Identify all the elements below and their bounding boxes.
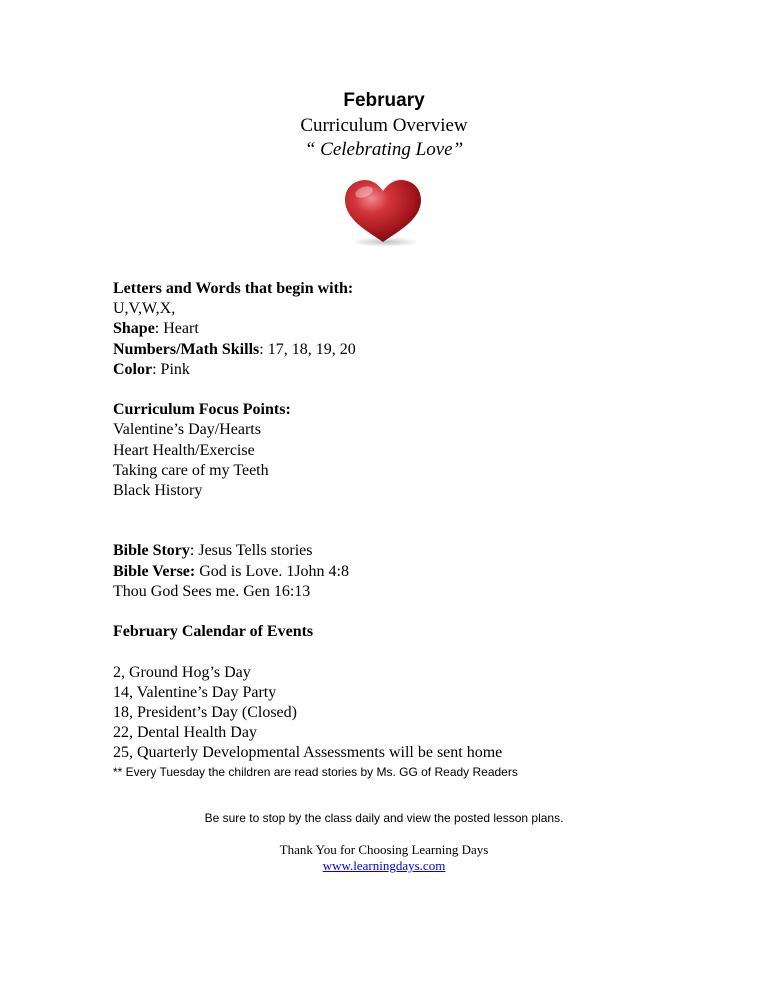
focus-heading: Curriculum Focus Points: [113,401,291,419]
letters-list: U,V,W,X, [113,300,176,318]
list-item: Valentine’s Day/Hearts [113,421,261,439]
curriculum-body [113,279,753,780]
list-item: 14, Valentine’s Day Party [113,683,277,701]
list-item: 22, Dental Health Day [113,724,257,742]
list-item: 2, Ground Hog’s Day [113,663,251,681]
website-container [0,858,768,874]
letters-heading: Letters and Words that begin with: [113,280,354,297]
heart-icon [339,176,427,248]
shape-line: Shape: Heart [113,320,199,338]
color-line: Color: Pink [113,360,190,378]
bible-story-line: Bible Story: Jesus Tells stories [113,542,313,560]
numbers-line: Numbers/Math Skills: 17, 18, 19, 20 [113,340,356,358]
reminder-text: Be sure to stop by the class daily and view the posted lesson plans. [204,811,564,825]
calendar-heading: February Calendar of Events [113,623,314,641]
list-item: 25, Quarterly Developmental Assessments will be sent home [113,744,503,762]
page-title: February [343,90,425,111]
page-subtitle: Curriculum Overview [300,115,468,136]
list-item: Taking care of my Teeth [113,461,269,479]
theme-line: “ Celebrating Love” [304,139,464,160]
list-item: Heart Health/Exercise [113,441,255,459]
website-link[interactable]: www.learningdays.com [322,858,446,873]
list-item: 18, President’s Day (Closed) [113,703,297,721]
bible-verse-line: Bible Verse: God is Love. 1John 4:8 [113,562,349,580]
bible-verse-line-2: Thou God Sees me. Gen 16:13 [113,582,311,600]
calendar-note: ** Every Tuesday the children are read stories by Ms. GG of Ready Readers [113,764,518,779]
list-item: Black History [113,481,203,499]
thanks-text: Thank You for Choosing Learning Days [279,842,489,857]
